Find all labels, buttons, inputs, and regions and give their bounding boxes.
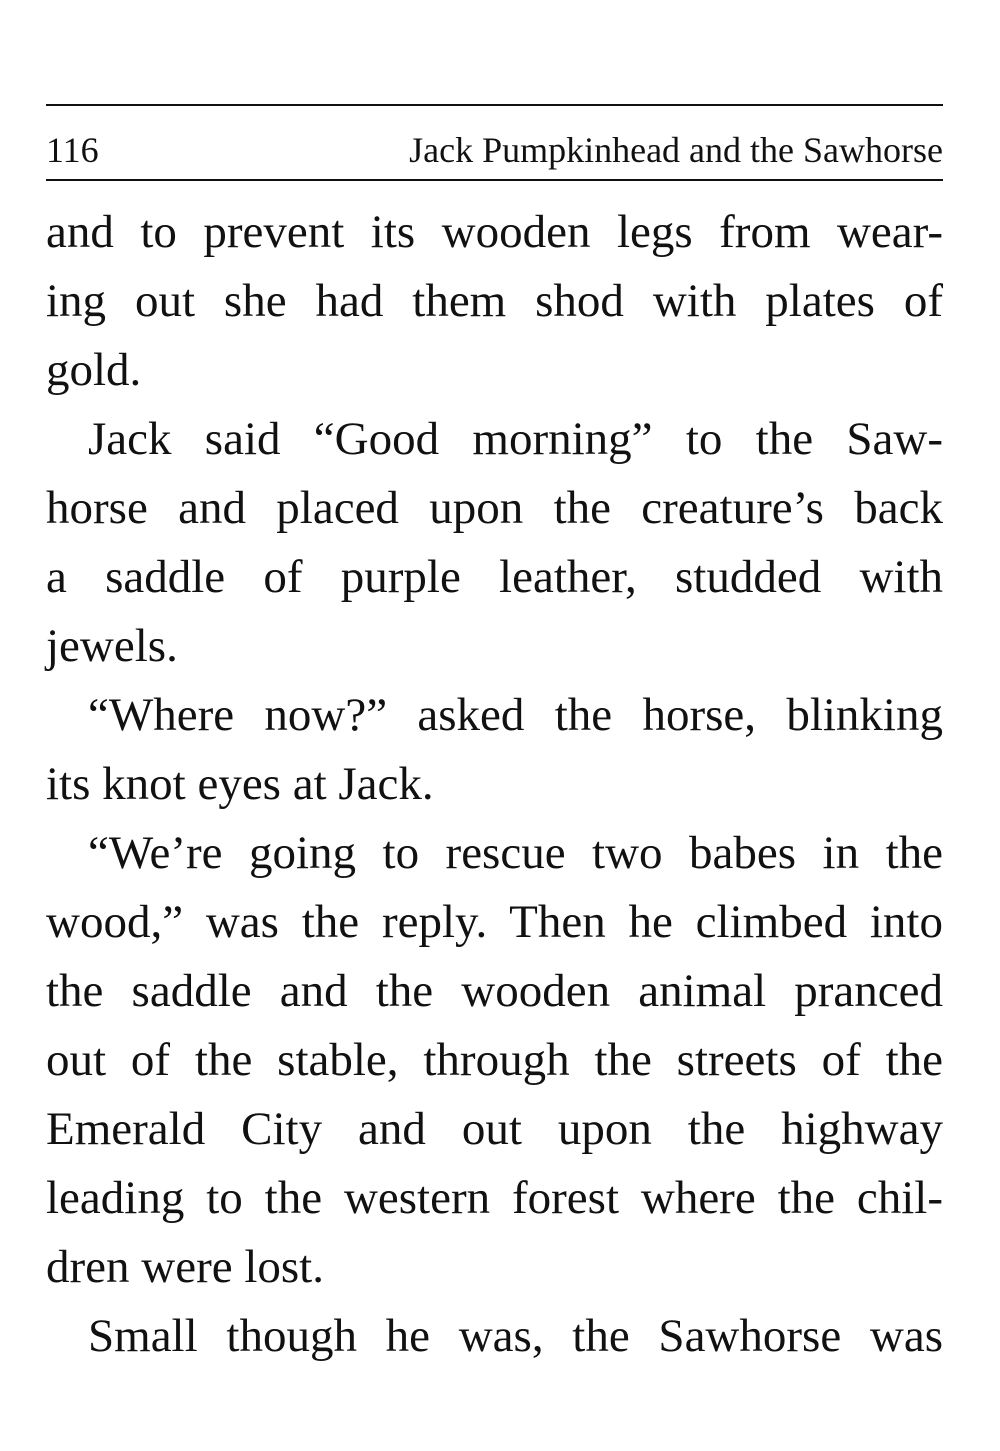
page-number: 116 xyxy=(46,130,99,170)
text-line: jewels. xyxy=(46,620,178,672)
text-line: its knot eyes at Jack. xyxy=(46,758,434,810)
text-line: a saddle of purple leather, studded with xyxy=(46,551,943,603)
text-line: Jack said “Good morning” to the Saw- xyxy=(88,413,943,465)
header-bottom-rule xyxy=(46,179,943,181)
text-line: dren were lost. xyxy=(46,1241,324,1293)
text-line: Small though he was, the Sawhorse was xyxy=(88,1310,943,1362)
text-line: Emerald City and out upon the highway xyxy=(46,1103,943,1155)
text-line: “We’re going to rescue two babes in the xyxy=(88,827,943,879)
text-line: “Where now?” asked the horse, blinking xyxy=(88,689,943,741)
text-line: gold. xyxy=(46,344,142,396)
running-head: Jack Pumpkinhead and the Sawhorse xyxy=(409,130,943,170)
text-line: ing out she had them shod with plates of xyxy=(46,275,943,327)
header-top-rule xyxy=(46,104,943,106)
text-line: out of the stable, through the streets of the xyxy=(46,1034,943,1086)
text-line: the saddle and the wooden animal pranced xyxy=(46,965,943,1017)
body-text xyxy=(46,198,943,1371)
text-line: and to prevent its wooden legs from wear- xyxy=(46,206,943,258)
text-line: wood,” was the reply. Then he climbed into xyxy=(46,896,943,948)
text-line: leading to the western forest where the chil- xyxy=(46,1172,943,1224)
text-line: horse and placed upon the creature’s back xyxy=(46,482,943,534)
